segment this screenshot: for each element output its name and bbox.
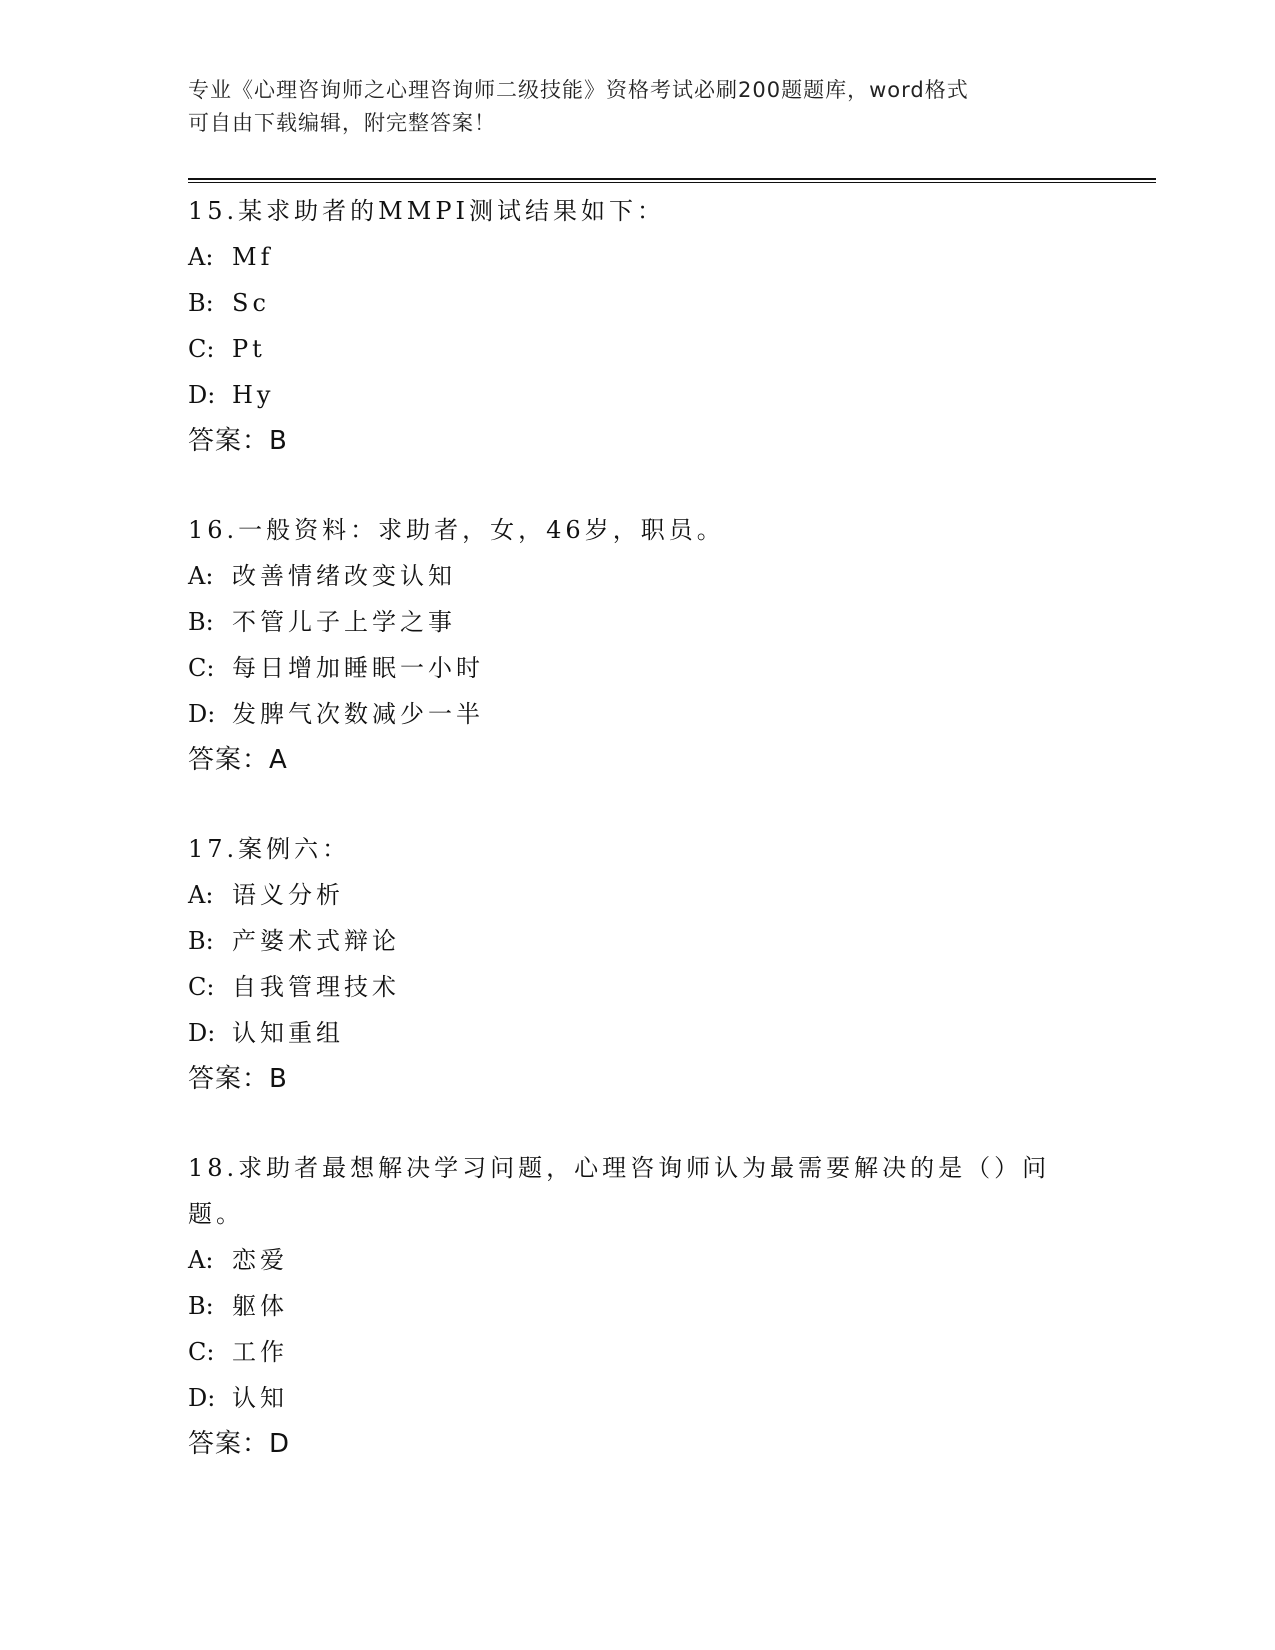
option-text: 改善情绪改变认知 (232, 562, 456, 590)
option-text: 自我管理技术 (232, 973, 400, 1001)
option-c (188, 1329, 1088, 1375)
option-text: 产婆术式辩论 (232, 927, 400, 955)
option-b (188, 918, 1088, 964)
question-17 (188, 826, 1088, 1102)
option-letter: C: (188, 973, 215, 1001)
option-letter: D: (188, 1384, 216, 1412)
option-text: 每日增加睡眠一小时 (232, 654, 484, 682)
option-c (188, 964, 1088, 1010)
question-stem: 18.求助者最想解决学习问题，心理咨询师认为最需要解决的是（）问题。 (188, 1154, 1051, 1228)
option-letter: D: (188, 1019, 216, 1047)
option-text: 工作 (232, 1338, 288, 1366)
option-text: 发脾气次数减少一半 (232, 700, 484, 728)
option-letter: B: (188, 608, 214, 636)
option-letter: A: (188, 881, 214, 909)
option-letter: A: (188, 562, 214, 590)
question-stem: 15.某求助者的MMPI测试结果如下： (188, 197, 665, 225)
answer-line: 答案：D (188, 1429, 291, 1459)
header-line-2: 可自由下载编辑，附完整答案！ (188, 111, 496, 135)
option-text: Sc (232, 289, 270, 317)
question-18 (188, 1145, 1088, 1467)
option-d (188, 1375, 1088, 1421)
option-text: Pt (232, 335, 266, 363)
option-letter: A: (188, 243, 214, 271)
header-line-1: 专业《心理咨询师之心理咨询师二级技能》资格考试必刷200题题库，word格式 (188, 78, 969, 102)
option-b (188, 280, 1088, 326)
option-letter: C: (188, 654, 215, 682)
option-text: 语义分析 (232, 881, 344, 909)
option-letter: A: (188, 1246, 214, 1274)
option-c (188, 326, 1088, 372)
option-letter: C: (188, 1338, 215, 1366)
option-b (188, 1283, 1088, 1329)
option-text: Mf (232, 243, 274, 271)
option-letter: B: (188, 927, 214, 955)
option-text: 认知 (232, 1384, 288, 1412)
header-divider (188, 178, 1156, 183)
option-text: 恋爱 (232, 1246, 288, 1274)
option-a (188, 872, 1088, 918)
option-d (188, 691, 1088, 737)
option-d (188, 1010, 1088, 1056)
option-letter: B: (188, 1292, 214, 1320)
option-letter: D: (188, 700, 216, 728)
option-d (188, 372, 1088, 418)
answer-line: 答案：B (188, 426, 288, 456)
option-b (188, 599, 1088, 645)
document-header (188, 74, 1088, 140)
option-text: Hy (232, 381, 275, 409)
question-16 (188, 507, 1088, 783)
option-text: 认知重组 (232, 1019, 344, 1047)
question-stem: 17.案例六： (188, 835, 351, 863)
option-a (188, 553, 1088, 599)
question-stem: 16.一般资料：求助者，女，46岁，职员。 (188, 516, 725, 544)
option-letter: D: (188, 381, 216, 409)
option-letter: C: (188, 335, 215, 363)
answer-line: 答案：B (188, 1064, 288, 1094)
option-text: 躯体 (232, 1292, 288, 1320)
option-a (188, 1237, 1088, 1283)
question-15 (188, 188, 1088, 464)
answer-line: 答案：A (188, 745, 288, 775)
option-text: 不管儿子上学之事 (232, 608, 456, 636)
option-c (188, 645, 1088, 691)
option-letter: B: (188, 289, 214, 317)
option-a (188, 234, 1088, 280)
